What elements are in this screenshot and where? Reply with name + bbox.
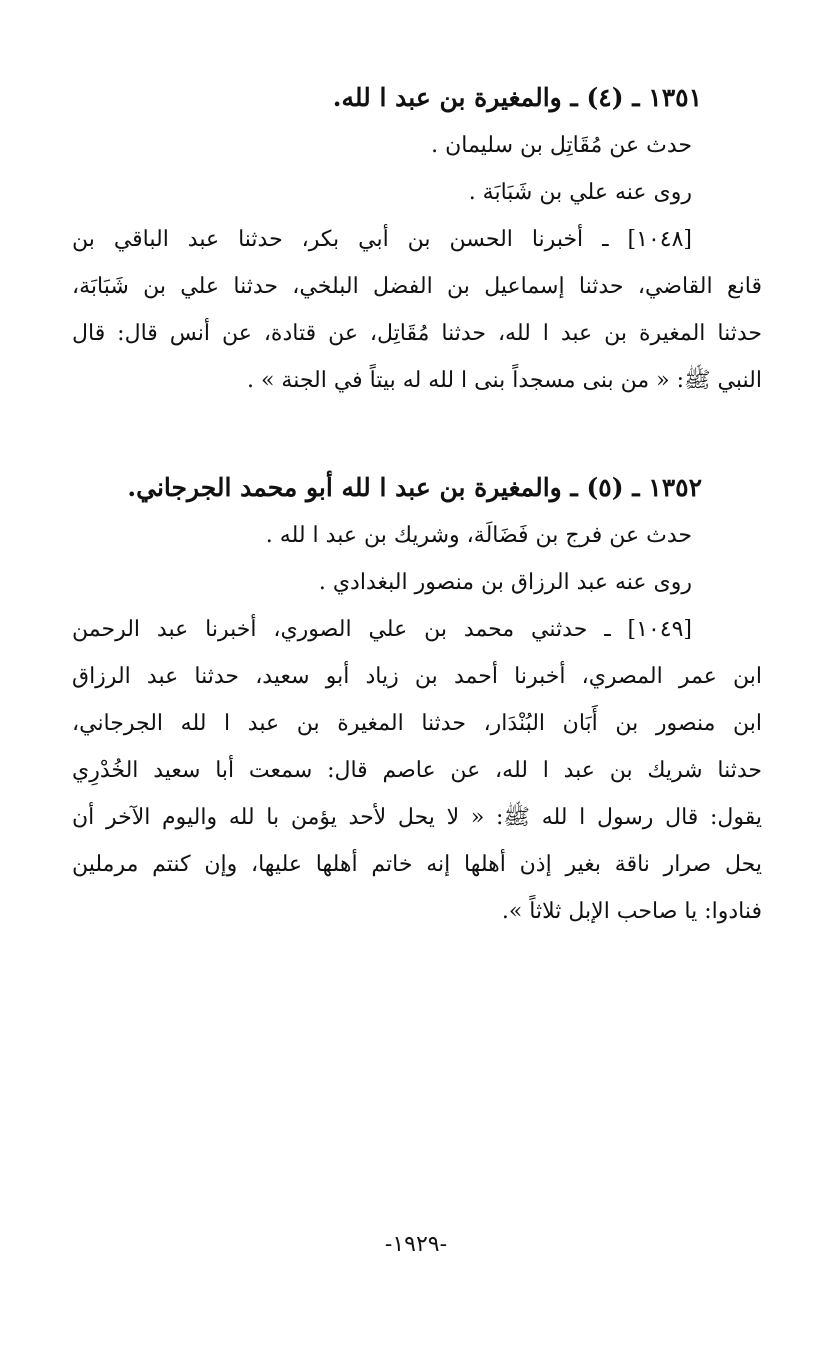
entry-heading-1352: ١٣٥٢ ـ (٥) ـ والمغيرة بن عبد ا لله أبو محمد الجرجاني.: [127, 473, 702, 502]
entry-heading-1351: ١٣٥١ ـ (٤) ـ والمغيرة بن عبد ا لله.: [332, 83, 702, 112]
narrated-from-1351: حدث عن مُقَاتِل بن سليمان .: [431, 133, 692, 158]
section-gap: [72, 404, 762, 460]
hadith-1048-line-3: حدثنا المغيرة بن عبد ا لله، حدثنا مُقَاتِل، عن قتادة، عن أنس قال: قال: [72, 321, 762, 346]
narrated-from-1352: حدث عن فرج بن فَضَالَة، وشريك بن عبد ا لله .: [265, 523, 692, 548]
page-number: -١٩٢٩-: [384, 1232, 448, 1257]
hadith-1048-line-1: [١٠٤٨] ـ أخبرنا الحسن بن أبي بكر، حدثنا عبد الباقي بن: [72, 227, 692, 252]
hadith-1049-line-2: ابن عمر المصري، أخبرنا أحمد بن زياد أبو سعيد، حدثنا عبد الرزاق: [72, 664, 762, 689]
narrated-by-1351: روى عنه علي بن شَبَابَة .: [468, 180, 692, 205]
page-content: [72, 70, 762, 935]
hadith-1048-line-4: النبي ﷺ: « من بنى مسجداً بنى ا لله له بيتاً في الجنة » .: [246, 368, 762, 393]
hadith-1049-line-4: حدثنا شريك بن عبد ا لله، عن عاصم قال: سمعت أبا سعيد الخُدْرِي: [72, 758, 762, 783]
hadith-1049-line-6: يحل صرار ناقة بغير إذن أهلها إنه خاتم أهلها عليها، وإن كنتم مرملين: [72, 852, 762, 877]
hadith-1049-line-5: يقول: قال رسول ا لله ﷺ: « لا يحل لأحد يؤمن با لله واليوم الآخر أن: [72, 805, 762, 830]
hadith-1049-line-7: فنادوا: يا صاحب الإبل ثلاثاً ».: [501, 899, 762, 924]
hadith-1049-line-1: [١٠٤٩] ـ حدثني محمد بن علي الصوري، أخبرنا عبد الرحمن: [72, 617, 692, 642]
hadith-1048-line-2: قانع القاضي، حدثنا إسماعيل بن الفضل البلخي، حدثنا علي بن شَبَابَة،: [72, 274, 762, 299]
narrated-by-1352: روى عنه عبد الرزاق بن منصور البغدادي .: [318, 570, 692, 595]
hadith-1049-line-3: ابن منصور بن أَبَان البُنْدَار، حدثنا المغيرة بن عبد ا لله الجرجاني،: [72, 711, 762, 736]
